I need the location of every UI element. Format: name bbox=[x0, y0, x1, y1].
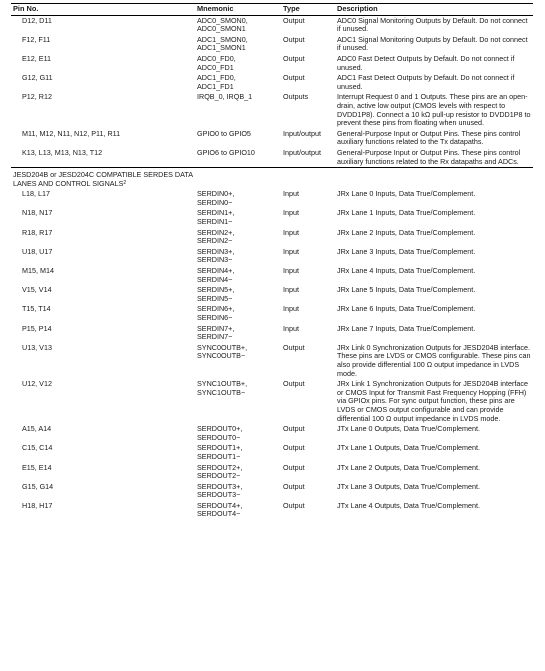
table-row bbox=[11, 379, 533, 424]
pin-number-cell: R18, R17 bbox=[22, 227, 53, 237]
type-cell: Output bbox=[283, 443, 305, 453]
description-cell: JRx Lane 5 Inputs, Data True/Complement. bbox=[337, 285, 476, 295]
mnemonic-cell bbox=[195, 247, 281, 266]
description-cell: JTx Lane 3 Outputs, Data True/Complement. bbox=[337, 481, 481, 491]
mnemonic-line: SERDIN6+, bbox=[197, 304, 235, 314]
pin-number-cell: V15, V14 bbox=[22, 285, 52, 295]
pin-number-cell: F12, F11 bbox=[22, 34, 51, 44]
pin-number-cell: G12, G11 bbox=[22, 73, 53, 83]
type-cell: Input bbox=[283, 304, 299, 314]
mnemonic-line: SERDIN7− bbox=[197, 332, 233, 342]
pin-number-cell: U12, V12 bbox=[22, 379, 52, 389]
description-cell: General-Purpose Input or Output Pins. These pins control auxiliary functions related to the Rx datapaths and ADCs. bbox=[337, 147, 521, 166]
mnemonic-line: SERDIN5− bbox=[197, 293, 233, 303]
mnemonic-cell bbox=[195, 443, 281, 462]
mnemonic-line: ADC1_FD0, bbox=[197, 73, 236, 83]
mnemonic-cell bbox=[195, 501, 281, 520]
mnemonic-line: SERDIN3+, bbox=[197, 246, 235, 256]
description-cell: JRx Lane 3 Inputs, Data True/Complement. bbox=[337, 246, 476, 256]
description-cell: JTx Lane 0 Outputs, Data True/Complement. bbox=[337, 424, 481, 434]
pin-number-cell: T15, T14 bbox=[22, 304, 51, 314]
pin-number-cell: K13, L13, M13, N13, T12 bbox=[22, 147, 103, 157]
table-section-serdes bbox=[11, 168, 533, 190]
pin-number-cell: U18, U17 bbox=[22, 246, 53, 256]
mnemonic-line: SERDIN1− bbox=[197, 217, 233, 227]
table-body-serdes bbox=[11, 189, 533, 520]
description-cell: JTx Lane 1 Outputs, Data True/Complement. bbox=[337, 443, 481, 453]
table-body-general bbox=[11, 15, 533, 168]
mnemonic-cell bbox=[195, 129, 281, 148]
mnemonic-line: SERDOUT1+, bbox=[197, 443, 243, 453]
description-cell: ADC1 Signal Monitoring Outputs by Default. Do not connect if unused. bbox=[337, 34, 528, 53]
table-row bbox=[11, 35, 533, 54]
mnemonic-line: SYNC0OUTB− bbox=[197, 351, 246, 361]
description-cell: JRx Lane 6 Inputs, Data True/Complement. bbox=[337, 304, 476, 314]
table-row bbox=[11, 228, 533, 247]
mnemonic-line: SERDIN7+, bbox=[197, 323, 235, 333]
type-cell: Output bbox=[283, 500, 305, 510]
type-cell: Output bbox=[283, 53, 305, 63]
table-row bbox=[11, 73, 533, 92]
pin-number-cell: N18, N17 bbox=[22, 208, 53, 218]
table-row bbox=[11, 285, 533, 304]
type-cell: Output bbox=[283, 481, 305, 491]
type-cell: Outputs bbox=[283, 92, 309, 102]
description-cell: General-Purpose Input or Output Pins. These pins control auxiliary functions related to the Tx datapaths. bbox=[337, 128, 521, 147]
mnemonic-line: SERDOUT3+, bbox=[197, 481, 243, 491]
section-title: JESD204B or JESD204C COMPATIBLE SERDES DATA LANES AND CONTROL SIGNALS bbox=[13, 170, 193, 188]
section-footnote: 2 bbox=[123, 179, 127, 186]
mnemonic-cell bbox=[195, 73, 281, 92]
description-cell: JRx Lane 7 Inputs, Data True/Complement. bbox=[337, 323, 476, 333]
table-row bbox=[11, 148, 533, 168]
mnemonic-line: SERDOUT1− bbox=[197, 451, 241, 461]
table-row bbox=[11, 343, 533, 379]
mnemonic-line: GPIO0 to GPIO5 bbox=[197, 128, 251, 138]
mnemonic-cell bbox=[195, 228, 281, 247]
pin-number-cell: G15, G14 bbox=[22, 481, 54, 491]
type-cell: Output bbox=[283, 34, 305, 44]
mnemonic-line: SERDOUT0+, bbox=[197, 424, 243, 434]
type-cell: Output bbox=[283, 73, 305, 83]
type-cell: Input bbox=[283, 285, 299, 295]
type-cell: Output bbox=[283, 379, 305, 389]
mnemonic-line: SERDIN1+, bbox=[197, 208, 235, 218]
description-cell: JRx Lane 0 Inputs, Data True/Complement. bbox=[337, 189, 476, 199]
table-row bbox=[11, 424, 533, 443]
description-cell: JTx Lane 2 Outputs, Data True/Complement. bbox=[337, 462, 481, 472]
mnemonic-cell bbox=[195, 92, 281, 128]
table-row bbox=[11, 54, 533, 73]
description-cell: ADC0 Fast Detect Outputs by Default. Do not connect if unused. bbox=[337, 53, 515, 72]
table-row bbox=[11, 482, 533, 501]
description-cell: ADC1 Fast Detect Outputs by Default. Do not connect if unused. bbox=[337, 73, 515, 91]
mnemonic-line: SERDOUT4+, bbox=[197, 500, 243, 510]
table-row bbox=[11, 208, 533, 227]
mnemonic-line: ADC0_SMON1 bbox=[197, 24, 246, 34]
description-cell: Interrupt Request 0 and 1 Outputs. These pins are an open-drain, active low output (CMOS levels with respect to DVDD1P8). Connect a 10 kΩ pull-up resistor to DVDD1P8 to prevent these pins from floating when unused. bbox=[337, 92, 531, 128]
mnemonic-line: SERDOUT4− bbox=[197, 509, 241, 519]
description-cell: JRx Lane 4 Inputs, Data True/Complement. bbox=[337, 266, 476, 276]
table-row bbox=[11, 92, 533, 128]
type-cell: Input/output bbox=[283, 128, 321, 138]
table-header-row bbox=[11, 4, 533, 16]
mnemonic-cell bbox=[195, 189, 281, 208]
header-mnemonic: Mnemonic bbox=[195, 4, 281, 16]
type-cell: Output bbox=[283, 15, 305, 25]
section-heading-row bbox=[11, 168, 533, 190]
mnemonic-cell bbox=[195, 15, 281, 35]
mnemonic-line: SERDIN2− bbox=[197, 236, 233, 246]
table-row bbox=[11, 304, 533, 323]
type-cell: Output bbox=[283, 462, 305, 472]
mnemonic-line: ADC1_SMON1 bbox=[197, 43, 246, 53]
description-cell: JRx Link 0 Synchronization Outputs for JESD204B interface. These pins are LVDS or CMOS configurable. These pins can also provide differential 100 Ω output impedance in LVDS mode. bbox=[337, 342, 531, 378]
pin-number-cell: D12, D11 bbox=[22, 15, 52, 25]
table-row bbox=[11, 463, 533, 482]
pin-number-cell: E12, E11 bbox=[22, 53, 52, 63]
mnemonic-line: SERDOUT2− bbox=[197, 471, 241, 481]
description-cell: JTx Lane 4 Outputs, Data True/Complement. bbox=[337, 500, 481, 510]
mnemonic-cell bbox=[195, 285, 281, 304]
mnemonic-cell bbox=[195, 304, 281, 323]
mnemonic-line: GPIO6 to GPIO10 bbox=[197, 147, 255, 157]
mnemonic-cell bbox=[195, 35, 281, 54]
header-description: Description bbox=[335, 4, 533, 16]
section-heading bbox=[11, 168, 195, 190]
mnemonic-cell bbox=[195, 482, 281, 501]
mnemonic-cell bbox=[195, 463, 281, 482]
mnemonic-line: ADC0_SMON0, bbox=[197, 15, 248, 25]
table-row bbox=[11, 501, 533, 520]
type-cell: Output bbox=[283, 424, 305, 434]
table-row bbox=[11, 129, 533, 148]
type-cell: Input/output bbox=[283, 147, 321, 157]
mnemonic-cell bbox=[195, 208, 281, 227]
mnemonic-line: SYNC0OUTB+, bbox=[197, 342, 248, 352]
mnemonic-line: SYNC1OUTB− bbox=[197, 387, 246, 397]
mnemonic-line: SERDIN6− bbox=[197, 313, 233, 322]
mnemonic-line: ADC1_FD1 bbox=[197, 81, 234, 91]
description-cell: JRx Lane 1 Inputs, Data True/Complement. bbox=[337, 208, 476, 218]
mnemonic-line: ADC0_FD1 bbox=[197, 62, 234, 72]
mnemonic-line: ADC1_SMON0, bbox=[197, 34, 248, 44]
mnemonic-cell bbox=[195, 54, 281, 73]
mnemonic-cell bbox=[195, 379, 281, 424]
pin-number-cell: L18, L17 bbox=[22, 189, 50, 199]
pin-number-cell: E15, E14 bbox=[22, 462, 52, 472]
pin-number-cell: M11, M12, N11, N12, P11, R11 bbox=[22, 128, 121, 138]
mnemonic-cell bbox=[195, 424, 281, 443]
pin-function-table bbox=[11, 3, 533, 520]
table-row bbox=[11, 443, 533, 462]
mnemonic-line: SYNC1OUTB+, bbox=[197, 379, 248, 389]
header-pin-no: Pin No. bbox=[11, 4, 195, 16]
pin-number-cell: M15, M14 bbox=[22, 266, 54, 276]
pin-number-cell: C15, C14 bbox=[22, 443, 53, 453]
mnemonic-line: SERDIN4− bbox=[197, 274, 233, 284]
table-row bbox=[11, 189, 533, 208]
table-row bbox=[11, 266, 533, 285]
mnemonic-cell bbox=[195, 266, 281, 285]
description-cell: JRx Link 1 Synchronization Outputs for JESD204B interface or CMOS Input for Transmit Fast Frequency Hopping (FFH) via GPIOx pins. For sync output function, these pins are LVDS or CMOS output configurable and can provide differential 100 Ω output impedance in LVDS mode. bbox=[337, 379, 528, 423]
pin-number-cell: A15, A14 bbox=[22, 424, 52, 434]
pin-number-cell: P12, R12 bbox=[22, 92, 52, 102]
mnemonic-cell bbox=[195, 343, 281, 379]
mnemonic-line: SERDIN2+, bbox=[197, 227, 235, 237]
mnemonic-line: SERDIN3− bbox=[197, 255, 233, 265]
type-cell: Input bbox=[283, 208, 299, 218]
mnemonic-line: SERDIN0− bbox=[197, 197, 233, 207]
mnemonic-line: SERDOUT2+, bbox=[197, 462, 243, 472]
pin-number-cell: U13, V13 bbox=[22, 342, 52, 352]
type-cell: Output bbox=[283, 342, 305, 352]
type-cell: Input bbox=[283, 189, 299, 199]
table-row bbox=[11, 15, 533, 35]
type-cell: Input bbox=[283, 246, 299, 256]
mnemonic-line: SERDOUT0− bbox=[197, 432, 241, 442]
mnemonic-line: SERDIN0+, bbox=[197, 189, 235, 199]
mnemonic-line: IRQB_0, IRQB_1 bbox=[197, 92, 253, 102]
mnemonic-cell bbox=[195, 148, 281, 168]
type-cell: Input bbox=[283, 266, 299, 276]
mnemonic-line: SERDIN5+, bbox=[197, 285, 235, 295]
header-type: Type bbox=[281, 4, 335, 16]
mnemonic-line: SERDOUT3− bbox=[197, 490, 241, 500]
table-row bbox=[11, 324, 533, 343]
description-cell: ADC0 Signal Monitoring Outputs by Default. Do not connect if unused. bbox=[337, 15, 528, 34]
mnemonic-cell bbox=[195, 324, 281, 343]
table-row bbox=[11, 247, 533, 266]
mnemonic-line: ADC0_FD0, bbox=[197, 53, 236, 63]
mnemonic-line: SERDIN4+, bbox=[197, 266, 235, 276]
type-cell: Input bbox=[283, 227, 299, 237]
pin-number-cell: H18, H17 bbox=[22, 500, 53, 510]
type-cell: Input bbox=[283, 323, 299, 333]
pin-number-cell: P15, P14 bbox=[22, 323, 52, 333]
description-cell: JRx Lane 2 Inputs, Data True/Complement. bbox=[337, 227, 476, 237]
